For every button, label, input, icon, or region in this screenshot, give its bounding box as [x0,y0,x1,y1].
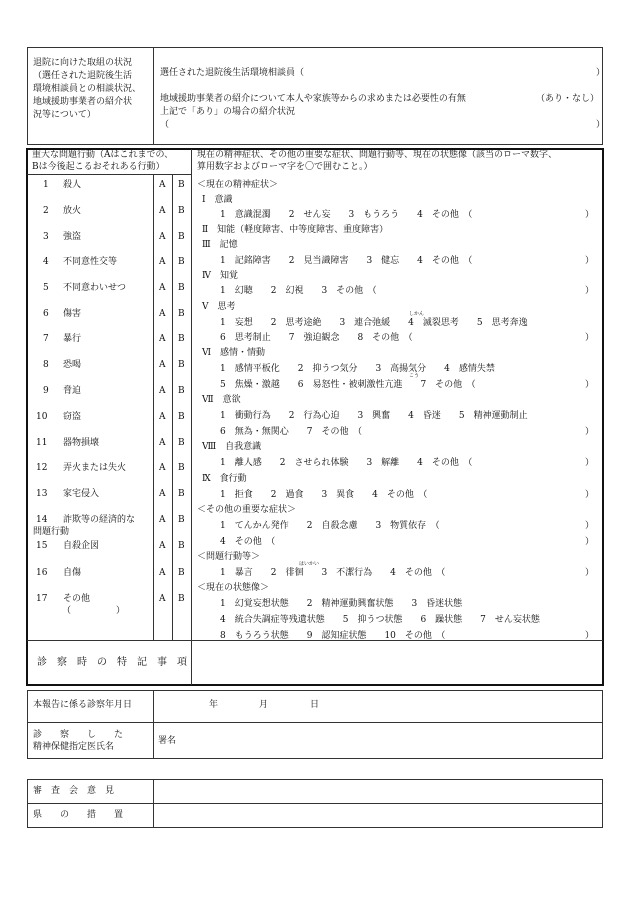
yes-no-option: （あり・なし） [536,94,600,104]
symptom-line: 1 衝動行為 2 行為心迫 3 興奮 4 昏迷 5 精神運動制止 [220,411,528,421]
behavior-label: 殺人 [63,180,82,190]
symptom-line: Ⅰ 意識 [202,195,233,205]
signature-field[interactable]: 署名 [158,736,177,746]
future-behavior-B: B [178,463,185,473]
future-behavior-B: B [178,206,185,216]
status-header-line: 算用数字およびローマ字を〇で囲むこと。） [197,162,373,172]
symptom-line: 1 記銘障害 2 見当識障害 3 健忘 4 その他 （ [220,256,473,266]
symptom-line: 1 幻覚妄想状態 2 精神運動興奮状態 3 昏迷状態 [220,599,463,609]
behavior-label: 器物損壊 [63,438,100,448]
symptom-line: 1 感情平板化 2 抑うつ気分 3 高揚気分 4 感情失禁 [220,364,495,374]
future-behavior-B: B [178,412,185,422]
paren-end: ） [585,210,595,220]
symptom-line: ＜その他の重要な症状＞ [197,505,297,515]
future-behavior-B: B [178,180,185,190]
past-behavior-A: A [159,309,166,319]
past-behavior-A: A [159,334,166,344]
behavior-label: 弄火または失火 [63,463,127,473]
discharge-line: （ [160,120,170,130]
paren-end: ） [585,333,595,343]
past-behavior-A: A [159,386,166,396]
behavior-label: 詐欺等の経済的な [63,515,136,525]
behavior-number: 14 [36,515,48,525]
symptom-line: 1 意識混濁 2 せん妄 3 もうろう 4 その他 （ [220,210,473,220]
symptom-line: Ⅸ 食行動 [202,474,247,484]
behavior-label: 強盗 [63,232,82,242]
behavior-number: 6 [43,309,49,319]
symptom-line: Ⅲ 記憶 [202,240,238,250]
exam-year: 年 [209,700,219,710]
review-opinion-label: 審 査 会 意 見 [33,786,115,796]
future-behavior-B: B [178,232,185,242]
symptom-line: 1 妄想 2 思考途絶 3 連合弛緩 4 滅裂思考 5 思考奔逸 [220,318,528,328]
behavior-header-line: Bは今後起こるおそれある行動） [32,162,165,172]
behavior-number: 1 [43,180,49,190]
past-behavior-A: A [159,412,166,422]
past-behavior-A: A [159,463,166,473]
future-behavior-B: B [178,594,185,604]
divider [172,174,173,640]
behavior-label: 不同意性交等 [63,257,118,267]
behavior-label: 脅迫 [63,386,82,396]
symptom-line: Ⅴ 思考 [202,302,236,312]
past-behavior-A: A [159,257,166,267]
behavior-label: 自殺企図 [63,541,100,551]
behavior-number: 5 [43,283,49,293]
symptom-line: Ⅱ 知能（軽度障害、中等度障害、重度障害） [202,225,389,235]
paren-end: ） [585,286,595,296]
behavior-number: 12 [36,463,48,473]
symptom-line: ＜現在の状態像＞ [197,583,270,593]
symptom-line: 6 思考制止 7 強迫観念 8 その他 （ [220,333,413,343]
future-behavior-B: B [178,257,185,267]
behavior-label: 恐喝 [63,360,82,370]
discharge-label-line: 環境相談員との相談状況、 [33,84,142,94]
past-behavior-A: A [159,180,166,190]
symptom-line: 1 暴言 2 徘徊 3 不潔行為 4 その他 （ [220,568,446,578]
symptom-line: Ⅳ 知覚 [202,271,238,281]
discharge-line: 選任された退院後生活環境相談員（ [160,68,305,78]
past-behavior-A: A [159,541,166,551]
behavior-label: その他 [63,594,91,604]
symptom-line: 1 離人感 2 させられ体験 3 解離 4 その他 （ [220,458,473,468]
behavior-number: 10 [36,412,48,422]
behavior-number: 11 [36,438,48,448]
symptom-line: 1 幻聴 2 幻視 3 その他 （ [220,286,377,296]
discharge-line: 地域援助事業者の紹介について本人や家族等からの求めまたは必要性の有無 [160,94,466,104]
special-notes-label: 診 察 時 の 特 記 事 項 [37,657,187,668]
past-behavior-A: A [159,232,166,242]
behavior-label: 家宅侵入 [63,489,100,499]
future-behavior-B: B [178,386,185,396]
divider [27,722,603,723]
paren-end: ） [585,631,595,641]
divider [27,803,603,804]
past-behavior-A: A [159,283,166,293]
divider [153,174,154,640]
discharge-label-line: 地域援助事業者の紹介状 [33,97,133,107]
exam-date-label: 本報告に係る診察年月日 [33,700,133,710]
divider [153,779,154,828]
symptom-line: ＜問題行動等＞ [197,552,261,562]
future-behavior-B: B [178,515,185,525]
status-header-line: 現在の精神症状、その他の重要な症状、問題行動等、現在の状態像（該当のローマ数字、 [197,150,558,160]
doctor-label-2: 精神保健指定医氏名 [33,742,115,752]
future-behavior-B: B [178,309,185,319]
past-behavior-A: A [159,360,166,370]
behavior-number: 13 [36,489,48,499]
future-behavior-B: B [178,283,185,293]
behavior-label: 暴行 [63,334,82,344]
discharge-label-line: 況等について） [33,110,96,120]
symptom-line: Ⅶ 意欲 [202,395,241,405]
future-behavior-B: B [178,334,185,344]
behavior-label: 窃盗 [63,412,82,422]
paren-end: ） [585,568,595,578]
discharge-label-line: 退院に向けた取組の状況 [33,58,133,68]
past-behavior-A: A [159,568,166,578]
future-behavior-B: B [178,541,185,551]
symptom-line: Ⅷ 自我意識 [202,442,262,452]
symptom-line: ＜現在の精神症状＞ [197,180,279,190]
future-behavior-B: B [178,568,185,578]
paren-end: ） [596,68,606,78]
discharge-label-line: （選任された退院後生活 [33,71,133,81]
symptom-line: 5 焦燥・激越 6 易怒性・被刺激性亢進 7 その他 （ [220,380,476,390]
prefecture-action-label: 県 の 措 置 [33,810,124,820]
symptom-line: Ⅵ 感情・情動 [202,348,266,358]
behavior-number: 15 [36,541,48,551]
behavior-number: 3 [43,232,49,242]
past-behavior-A: A [159,438,166,448]
behavior-number: 2 [43,206,49,216]
symptom-line: 8 もうろう状態 9 認知症状態 10 その他 （ [220,631,446,641]
doctor-label-1: 診 察 し た [33,730,124,740]
paren-end: ） [585,490,595,500]
past-behavior-A: A [159,594,166,604]
exam-day: 日 [310,700,320,710]
past-behavior-A: A [159,515,166,525]
discharge-line: 上記で「あり」の場合の紹介状況 [160,107,296,117]
behavior-number: 16 [36,568,48,578]
paren-end: ） [596,120,606,130]
behavior-label: 放火 [63,206,82,216]
exam-month: 月 [259,700,269,710]
behavior-label-2: 問題行動 [33,527,70,537]
behavior-label: 自傷 [63,568,82,578]
symptom-line: 4 統合失調症等残遺状態 5 抑うつ状態 6 躁状態 7 せん妄状態 [220,615,540,625]
ruby-reading: こう [409,373,420,379]
behavior-label: 不同意わいせつ [63,283,127,293]
future-behavior-B: B [178,489,185,499]
paren-end: ） [585,458,595,468]
symptom-line: 4 その他 （ [220,537,276,547]
behavior-number: 8 [43,360,49,370]
symptom-line: 6 無為・無関心 7 その他 （ [220,427,362,437]
future-behavior-B: B [178,360,185,370]
divider [191,149,192,685]
past-behavior-A: A [159,206,166,216]
paren-end: ） [585,256,595,266]
behavior-label: 傷害 [63,309,82,319]
ruby-reading: しかん [409,311,425,317]
behavior-number: 7 [43,334,49,344]
behavior-number: 9 [43,386,49,396]
paren-end: ） [585,521,595,531]
behavior-number: 4 [43,257,49,267]
behavior-number: 17 [36,594,48,604]
ruby-reading: はいかい [299,561,320,567]
paren-end: ） [585,427,595,437]
future-behavior-B: B [178,438,185,448]
paren-end: ） [585,537,595,547]
behavior-label-2: （ ） [62,606,126,616]
symptom-line: 1 拒食 2 過食 3 異食 4 その他 （ [220,490,428,500]
past-behavior-A: A [159,489,166,499]
behavior-header-line: 重大な問題行動（Aはこれまでの、 [32,150,174,160]
divider [27,174,192,175]
paren-end: ） [585,380,595,390]
divider [153,690,154,759]
symptom-line: 1 てんかん発作 2 自殺念慮 3 物質依存 （ [220,521,440,531]
divider [153,47,154,145]
